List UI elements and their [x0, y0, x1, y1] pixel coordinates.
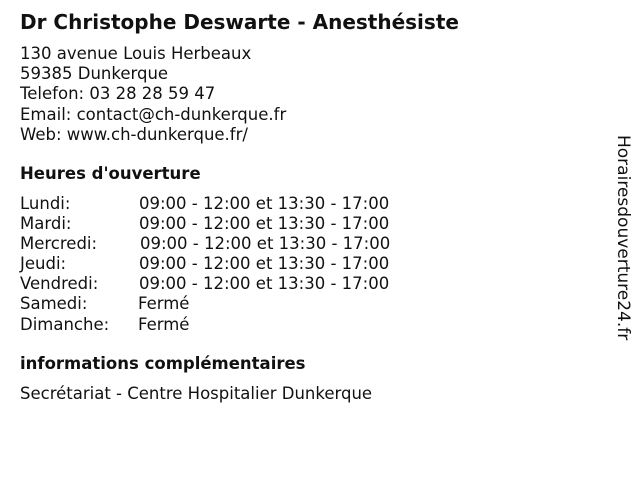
time-value: 09:00 - 12:00 et 13:30 - 17:00 [139, 274, 390, 294]
day-label: Samedi: [20, 294, 88, 314]
page-title: Dr Christophe Deswarte - Anesthésiste [20, 10, 459, 34]
time-value: 09:00 - 12:00 et 13:30 - 17:00 [139, 214, 390, 234]
day-label: Jeudi: [20, 254, 67, 274]
website: Web: www.ch-dunkerque.fr/ [20, 124, 248, 144]
time-value: 09:00 - 12:00 et 13:30 - 17:00 [139, 194, 390, 213]
address-city: 59385 Dunkerque [20, 64, 169, 84]
time-value: Fermé [138, 294, 190, 314]
day-label: Dimanche: [20, 314, 110, 334]
time-value: Fermé [138, 314, 190, 334]
day-label: Lundi: [20, 194, 71, 213]
day-label: Mercredi: [20, 234, 98, 254]
brand-watermark: Horairesdouverture24.fr [613, 135, 633, 341]
opening-hours-heading: Heures d'ouverture [20, 164, 201, 183]
phone-number: Telefon: 03 28 28 59 47 [20, 84, 216, 104]
contact-block [20, 44, 286, 145]
time-value: 09:00 - 12:00 et 13:30 - 17:00 [140, 234, 391, 254]
day-label: Mardi: [20, 214, 72, 234]
day-label: Vendredi: [20, 274, 99, 294]
additional-info-heading: informations complémentaires [20, 354, 306, 373]
time-value: 09:00 - 12:00 et 13:30 - 17:00 [139, 254, 390, 274]
additional-info-text: Secrétariat - Centre Hospitalier Dunkerque [20, 384, 373, 403]
email-address: Email: contact@ch-dunkerque.fr [20, 104, 287, 124]
address-street: 130 avenue Louis Herbeaux [20, 44, 252, 63]
